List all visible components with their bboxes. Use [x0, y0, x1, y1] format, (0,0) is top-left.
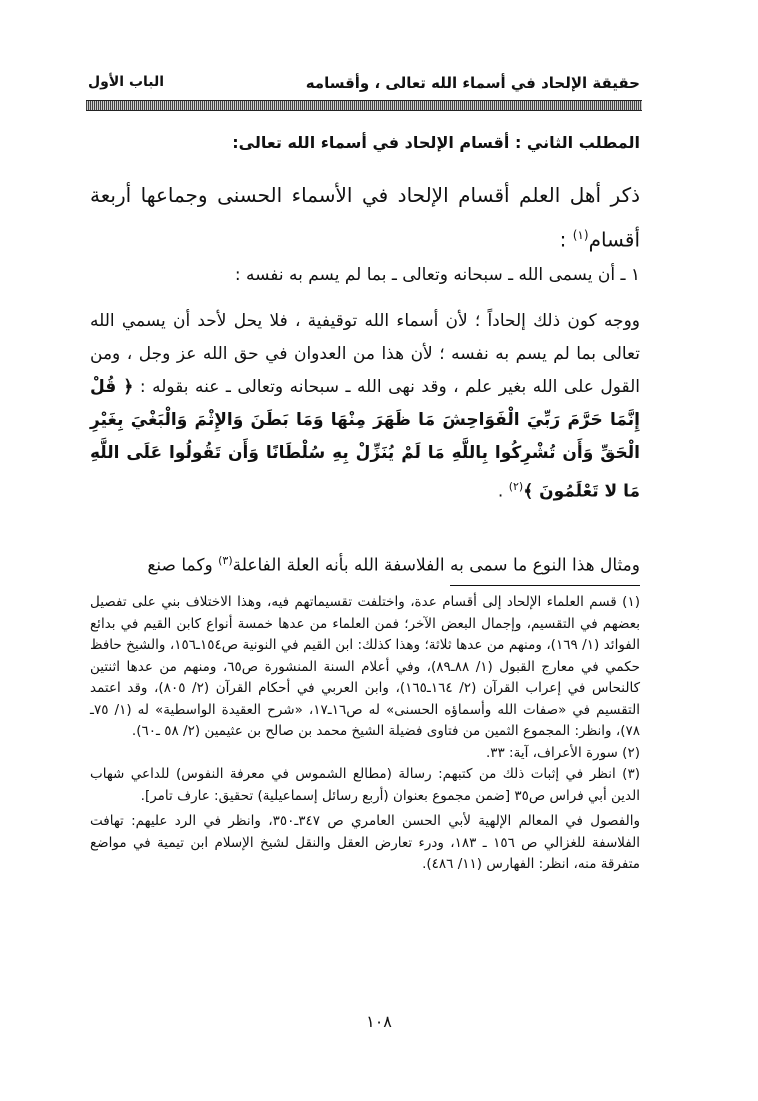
explanation-text: ووجه كون ذلك إلحاداً ؛ لأن أسماء الله توقيفية ، فلا يحل لأحد أن يسمي الله تعالى بما لم يسم به نفسه ؛ لأن هذا من العدوان في حق الله عز وجل ، ومن القول على الله بغير علم ، وقد نهى الله ـ سبحانه وتعالى ـ عنه بقوله :: [90, 311, 641, 397]
example-end: وكما صنع: [147, 555, 219, 576]
example-text: ومثال هذا النوع ما سمى به الفلاسفة الله بأنه العلة الفاعلة: [232, 555, 640, 576]
intro-paragraph: [90, 175, 640, 260]
running-header: [88, 72, 640, 96]
page-number: ١٠٨: [366, 1012, 392, 1031]
footnote-3: [90, 764, 640, 807]
example-paragraph: [90, 546, 640, 581]
intro-text: ذكر أهل العلم أقسام الإلحاد في الأسماء الحسنى وجماعها أربعة أقسام: [90, 183, 640, 252]
quran-verse: ﴿ قُلْ إِنَّمَا حَرَّمَ رَبِّيَ الْفَوَاحِشَ مَا ظَهَرَ مِنْهَا وَمَا بَطَنَ وَالإِثْمَ وَالْبَغْيَ بِغَيْرِ الْحَقِّ وَأَن تُشْرِكُوا بِاللَّهِ مَا لَمْ يُنَزِّلْ بِهِ سُلْطَانًا وَأَن تَقُولُوا عَلَى اللَّهِ مَا لا تَعْلَمُونَ ﴾: [90, 377, 640, 502]
footnote-1-text: قسم العلماء الإلحاد إلى أقسام عدة، واختلفت تقسيماتهم فيه، وهذا الاختلاف بني على تفصيل بعضهم في التقسيم، وإجمال البعض الآخر؛ فمن العلماء من عدها خمسة أنواع كابن القيم في بدائع الفوائد (١/ ١٦٩)، ومنهم من عدها ثلاثة؛ وهذا كذلك: ابن القيم في النونية ص١٥٤ـ١٥٦، والشيخ حافظ حكمي في معارج القبول (١/ ٨٨ـ٨٩)، وفي أعلام السنة المنشورة ص٦٥، ومنهم من عدها اثنتين كالنحاس في إعراب القرآن (٢/ ١٦٤ـ١٦٥)، وابن العربي في أحكام القرآن (٢/ ٨٠٥)، وقد اعتمد التقسيم في «صفات الله وأسماؤه الحسنى» له ص١٦ـ١٧، «شرح العقيدة الواسطية» له (١/ ٧٥ـ ٧٨)، وانظر: المجموع الثمين من فتاوى فضيلة الشيخ محمد بن صالح بن عثيمين (٢/ ٥٨ ـ٦٠).: [90, 594, 641, 739]
footnote-1-number: (١): [622, 594, 640, 610]
footnote-3-number: (٣): [622, 766, 640, 782]
explanation-end: .: [497, 481, 509, 502]
footnote-3-continuation: والفصول في المعالم الإلهية لأبي الحسن العامري ص ٣٤٧ـ٣٥٠، وانظر في الرد عليهم: تهافت الفلاسفة للغزالي ص ١٥٦ ـ ١٨٣، ودرء تعارض العقل والنقل لشيخ الإسلام ابن تيمية في مواضع متفرقة منه، انظر: الفهارس (١١/ ٤٨٦).: [90, 813, 640, 872]
footnote-1: [90, 592, 640, 743]
footnote-ref-1: (١): [572, 228, 589, 242]
footnote-3-text: انظر في إثبات ذلك من كتبهم: رسالة (مطالع الشموس في معرفة النفوس) للداعي شهاب الدين أبي فراس ص٣٥ [ضمن مجموع بعنوان (أربع رسائل إسماعيلية) تحقيق: عارف تامر].: [90, 766, 640, 804]
footnote-2-text: سورة الأعراف، آية: ٣٣.: [485, 744, 618, 761]
item-1: ١ ـ أن يسمى الله ـ سبحانه وتعالى ـ بما لم يسم به نفسه :: [234, 265, 640, 285]
section-title: المطلب الثاني : أقسام الإلحاد في أسماء الله تعالى:: [232, 133, 640, 152]
footnote-ref-3: (٣): [218, 554, 233, 567]
footnote-ref-2: (٢): [508, 480, 524, 493]
footnote-2-number: (٢): [622, 744, 640, 761]
footnotes: [90, 592, 640, 876]
header-divider: [86, 100, 642, 111]
explanation-paragraph: [90, 305, 640, 509]
part-title: الباب الأول: [88, 74, 165, 90]
footnote-2: [90, 743, 640, 765]
footnote-divider: [450, 585, 640, 586]
chapter-title: حقيقة الإلحاد في أسماء الله تعالى ، وأقسامه: [305, 74, 640, 92]
intro-end: :: [559, 227, 573, 252]
